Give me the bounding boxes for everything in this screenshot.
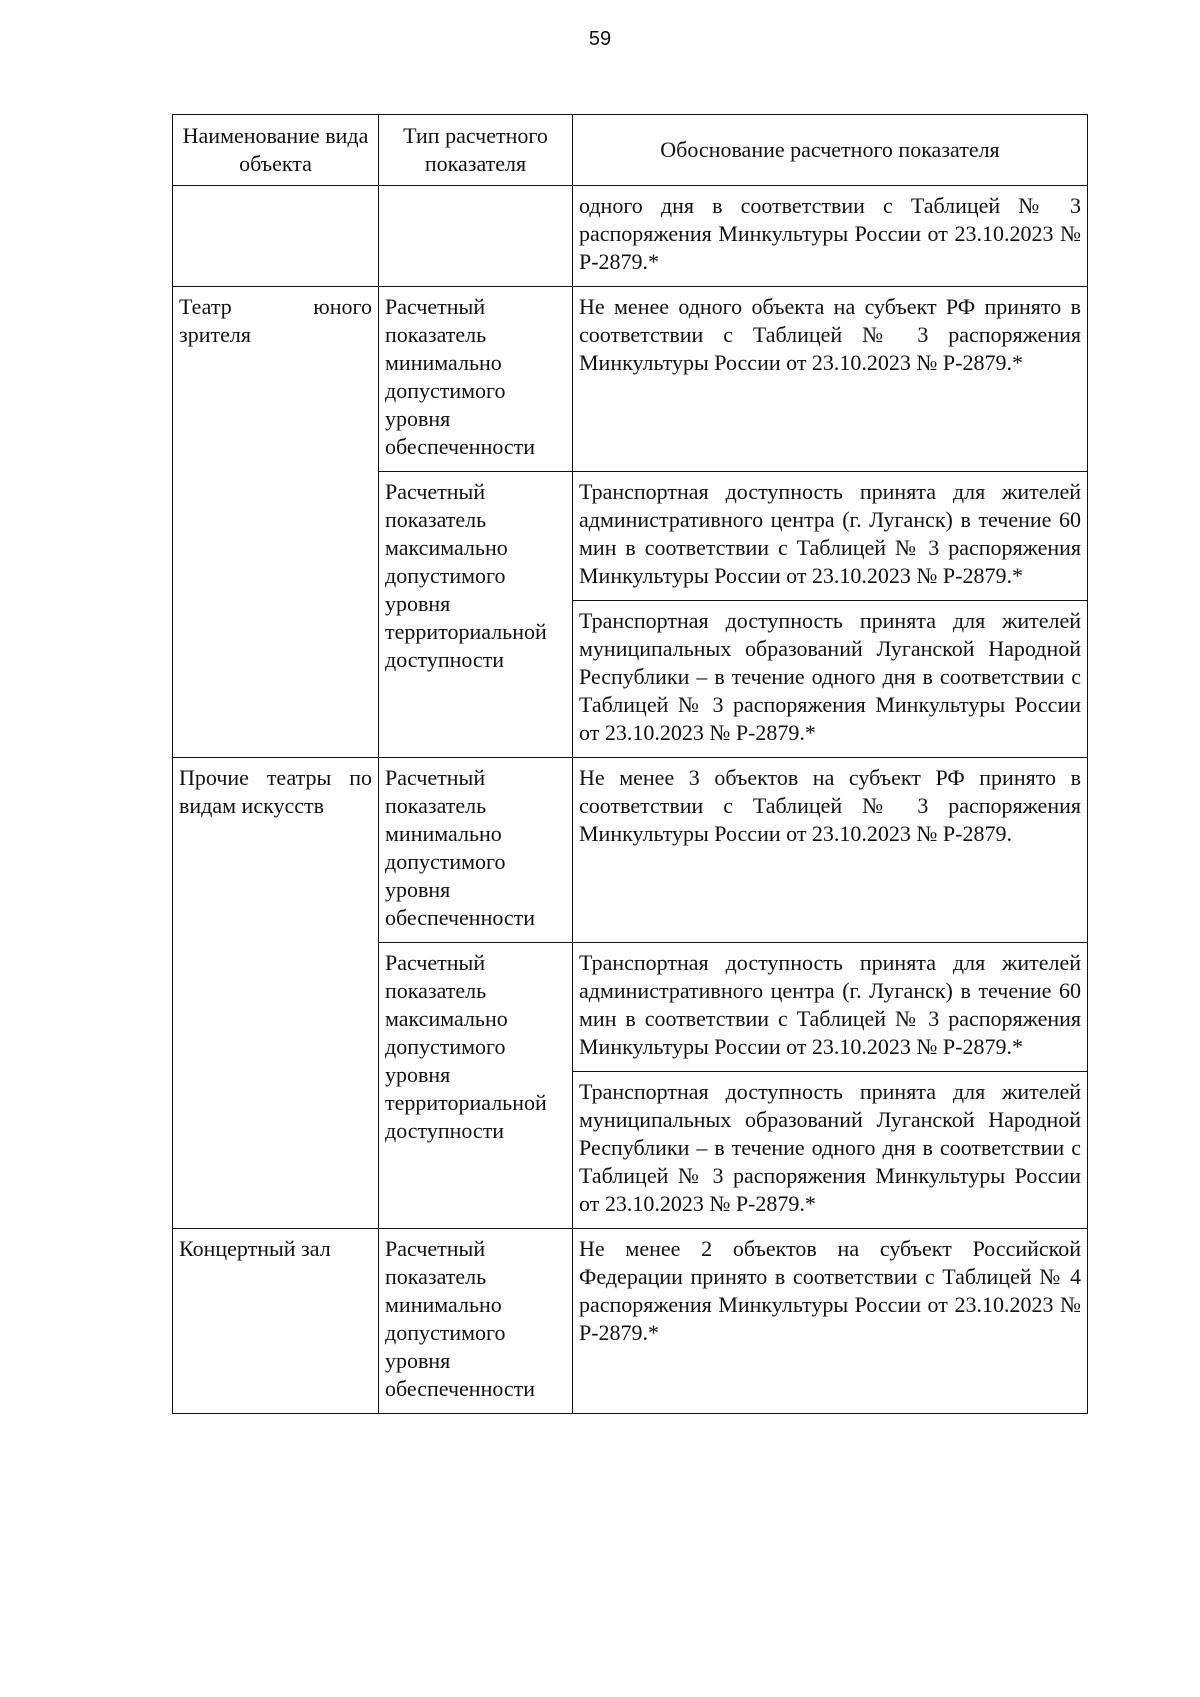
page-number: 59 [588,28,612,50]
object-name-cell: Концертный зал [173,1229,379,1414]
continuation-name-cell [173,186,379,287]
justification-cell: Не менее одного объекта на субъект РФ принято в соответствии с Таблицей № 3 распоряжения Минкультуры России от 23.10.2023 № Р-2879.* [573,287,1088,472]
continuation-type-cell [379,186,573,287]
justification-cell: Не менее 3 объектов на субъект РФ принято в соответствии с Таблицей № 3 распоряжения Минкультуры России от 23.10.2023 № Р-2879. [573,758,1088,943]
indicators-table [172,114,1088,1414]
justification-cell: Не менее 2 объектов на субъект Российской Федерации принято в соответствии с Таблицей № 4 распоряжения Минкультуры России от 23.10.2023 № Р-2879.* [573,1229,1088,1414]
header-object-type: Наименование вида объекта [173,115,379,186]
justification-cell: Транспортная доступность принята для жителей муниципальных образований Луганской Народной Республики – в течение одного дня в соответствии с Таблицей № 3 распоряжения Минкультуры России от 23.10.2023 № Р-2879.* [573,1072,1088,1229]
justification-cell: Транспортная доступность принята для жителей административного центра (г. Луганск) в течение 60 мин в соответствии с Таблицей № 3 распоряжения Минкультуры России от 23.10.2023 № Р-2879.* [573,943,1088,1072]
header-indicator-type: Тип расчетного показателя [379,115,573,186]
header-justification: Обоснование расчетного показателя [573,115,1088,186]
table-row [173,758,1088,943]
indicator-type-cell: Расчетный показатель минимально допустимого уровня обеспеченности [379,758,573,943]
indicator-type-cell: Расчетный показатель минимально допустимого уровня обеспеченности [379,1229,573,1414]
table-row [173,287,1088,472]
object-name-cell: Прочие театры по видам искусств [173,758,379,1229]
table-row [173,1229,1088,1414]
justification-cell: Транспортная доступность принята для жителей муниципальных образований Луганской Народной Республики – в течение одного дня в соответствии с Таблицей № 3 распоряжения Минкультуры России от 23.10.2023 № Р-2879.* [573,601,1088,758]
object-name-cell: Театр юного зрителя [173,287,379,758]
table-row [173,186,1088,287]
continuation-text-cell: одного дня в соответствии с Таблицей № 3 распоряжения Минкультуры России от 23.10.2023 № Р-2879.* [573,186,1088,287]
indicator-type-cell: Расчетный показатель минимально допустимого уровня обеспеченности [379,287,573,472]
justification-cell: Транспортная доступность принята для жителей административного центра (г. Луганск) в течение 60 мин в соответствии с Таблицей № 3 распоряжения Минкультуры России от 23.10.2023 № Р-2879.* [573,472,1088,601]
table-header-row [173,115,1088,186]
indicator-type-cell: Расчетный показатель максимально допустимого уровня территориальной доступности [379,472,573,758]
indicator-type-cell: Расчетный показатель максимально допустимого уровня территориальной доступности [379,943,573,1229]
